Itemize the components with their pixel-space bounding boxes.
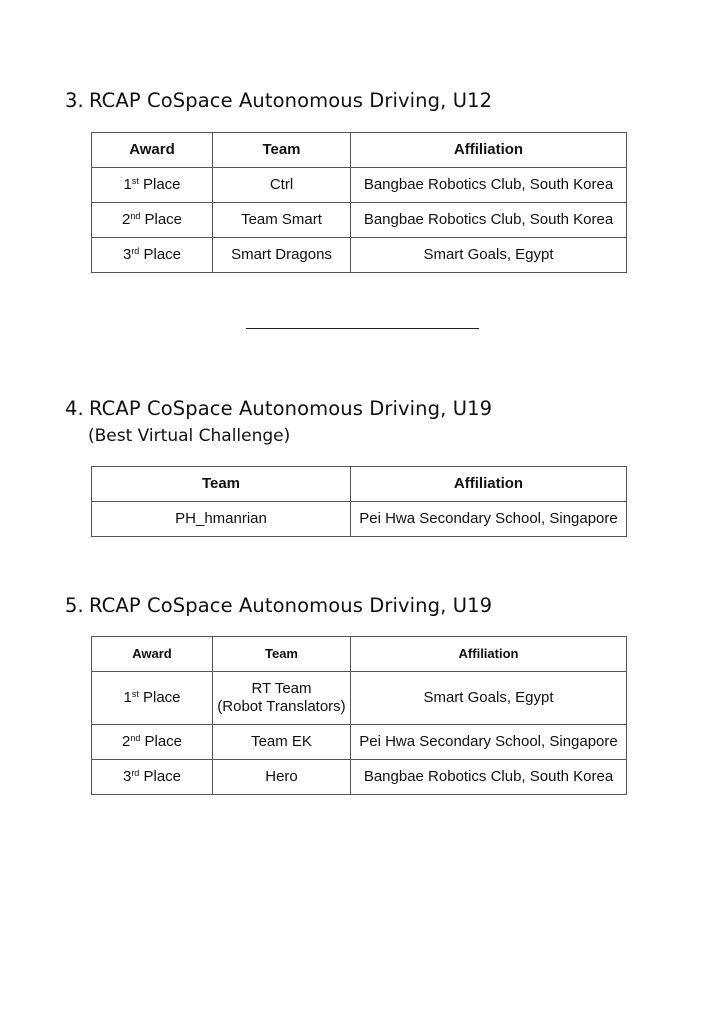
affiliation-header: Affiliation [351, 467, 627, 502]
team-header: Team [213, 637, 351, 672]
place-ordinal: st [131, 176, 139, 186]
place-word: Place [143, 246, 182, 263]
best-virtual-challenge-table [91, 466, 627, 537]
award-cell [92, 760, 213, 795]
affiliation-cell: Smart Goals, Egypt [351, 238, 627, 273]
place-ordinal: nd [130, 733, 141, 743]
affiliation-cell: Bangbae Robotics Club, South Korea [351, 760, 627, 795]
table-row [92, 672, 627, 725]
place-number: 1 [123, 689, 132, 706]
section-divider [246, 328, 479, 329]
team-header: Team [92, 467, 351, 502]
award-cell [92, 725, 213, 760]
place-ordinal: rd [131, 768, 140, 778]
place-number: 2 [121, 733, 131, 750]
affiliation-cell: Pei Hwa Secondary School, Singapore [351, 725, 627, 760]
table-header-row [92, 133, 627, 168]
u19-results-table [91, 636, 627, 795]
affiliation-cell: Bangbae Robotics Club, South Korea [351, 203, 627, 238]
affiliation-header: Affiliation [351, 637, 627, 672]
award-cell [92, 238, 213, 273]
table-header-row [92, 637, 627, 672]
table-row [92, 760, 627, 795]
place-word: Place [143, 689, 181, 706]
place-word: Place [144, 211, 183, 228]
team-cell: Hero [213, 760, 351, 795]
team-cell [213, 672, 351, 725]
award-cell [92, 203, 213, 238]
table-header-row [92, 467, 627, 502]
team-cell: Ctrl [213, 168, 351, 203]
place-number: 3 [122, 246, 132, 263]
section-number: 5. [65, 594, 84, 617]
award-header: Award [92, 637, 213, 672]
place-number: 1 [123, 176, 132, 193]
team-name-line-1: RT Team [251, 680, 312, 697]
place-ordinal: nd [130, 211, 141, 221]
award-header: Award [92, 133, 213, 168]
section-number: 4. [65, 397, 84, 420]
affiliation-cell: Smart Goals, Egypt [351, 672, 627, 725]
table-row [92, 168, 627, 203]
team-cell: Team EK [213, 725, 351, 760]
team-cell: PH_hmanrian [92, 502, 351, 537]
table-row [92, 203, 627, 238]
u12-results-table [91, 132, 627, 273]
affiliation-cell: Bangbae Robotics Club, South Korea [351, 168, 627, 203]
section-3-heading [65, 89, 492, 112]
place-word: Place [143, 176, 181, 193]
team-header: Team [213, 133, 351, 168]
place-word: Place [144, 733, 183, 750]
award-cell [92, 168, 213, 203]
place-word: Place [143, 768, 182, 785]
section-title: RCAP CoSpace Autonomous Driving, U19 [89, 594, 493, 617]
section-4-subtitle: (Best Virtual Challenge) [88, 426, 291, 446]
place-ordinal: st [131, 689, 139, 699]
team-cell: Smart Dragons [213, 238, 351, 273]
affiliation-header: Affiliation [351, 133, 627, 168]
section-5-heading [65, 594, 492, 617]
table-row [92, 502, 627, 537]
place-ordinal: rd [131, 246, 140, 256]
table-row [92, 238, 627, 273]
place-number: 2 [121, 211, 131, 228]
team-name-line-2: (Robot Translators) [217, 698, 346, 715]
section-4-heading [65, 397, 492, 420]
affiliation-cell: Pei Hwa Secondary School, Singapore [351, 502, 627, 537]
section-title: RCAP CoSpace Autonomous Driving, U19 [89, 397, 493, 420]
section-title: RCAP CoSpace Autonomous Driving, U12 [89, 89, 493, 112]
table-row [92, 725, 627, 760]
team-cell: Team Smart [213, 203, 351, 238]
place-number: 3 [122, 768, 132, 785]
award-cell [92, 672, 213, 725]
section-number: 3. [65, 89, 84, 112]
